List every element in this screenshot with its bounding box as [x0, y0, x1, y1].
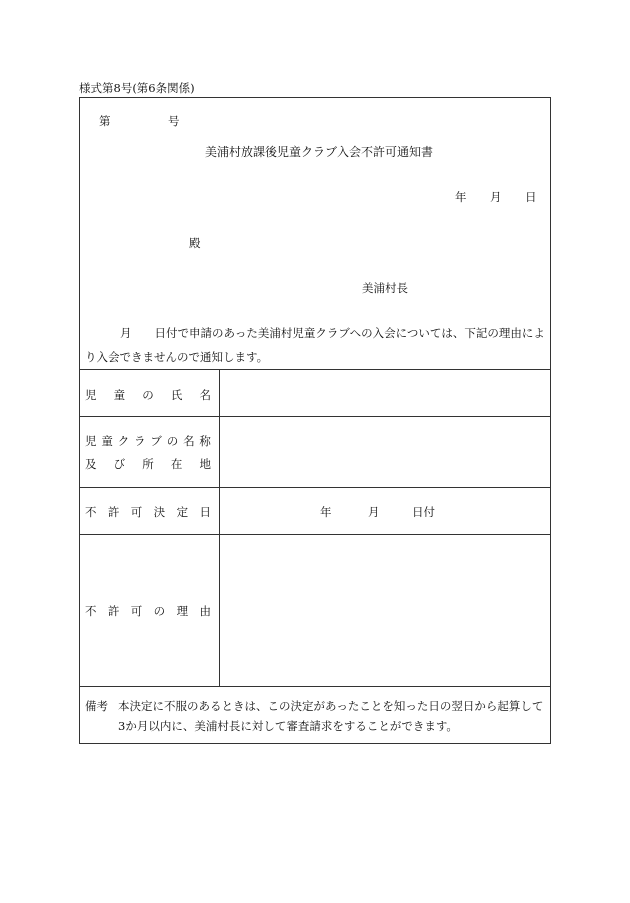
column-divider [219, 369, 220, 686]
remarks-heading: 備考 [85, 699, 108, 713]
table-bottom-border [80, 686, 550, 687]
addressee-honorific: 殿 [189, 236, 201, 250]
row-divider [80, 416, 550, 417]
date-day: 日 [525, 190, 537, 204]
remarks-line2: 3か月以内に、美浦村長に対して審査請求をすることができます。 [118, 719, 458, 733]
denial-reason-label: 不 許 可 の 理 由 [85, 604, 211, 618]
document-number-prefix: 第 [99, 114, 111, 128]
denial-date-day: 日付 [412, 505, 435, 519]
date-year: 年 [455, 190, 467, 204]
form-number-label: 様式第8号(第6条関係) [79, 81, 195, 95]
club-location-label: 及 び 所 在 地 [85, 457, 211, 471]
sender-name: 美浦村長 [362, 281, 408, 295]
document-title: 美浦村放課後児童クラブ入会不許可通知書 [205, 145, 434, 159]
body-text-line1: 月 日付で申請のあった美浦村児童クラブへの入会については、下記の理由によ [120, 326, 545, 340]
club-name-label: 児 童 ク ラ ブ の 名 称 [85, 434, 211, 448]
remarks-line1: 本決定に不服のあるときは、この決定があったことを知った日の翌日から起算して [118, 699, 544, 713]
denial-date-year: 年 [320, 505, 332, 519]
child-name-label: 児 童 の 氏 名 [85, 388, 211, 402]
denial-date-month: 月 [368, 505, 380, 519]
date-month: 月 [490, 190, 502, 204]
row-divider [80, 487, 550, 488]
table-top-border [80, 369, 550, 370]
row-divider [80, 534, 550, 535]
body-text-line2: り入会できませんので通知します。 [85, 350, 269, 364]
document-number-suffix: 号 [168, 114, 180, 128]
denial-date-label: 不 許 可 決 定 日 [85, 505, 211, 519]
notice-form [79, 97, 551, 744]
